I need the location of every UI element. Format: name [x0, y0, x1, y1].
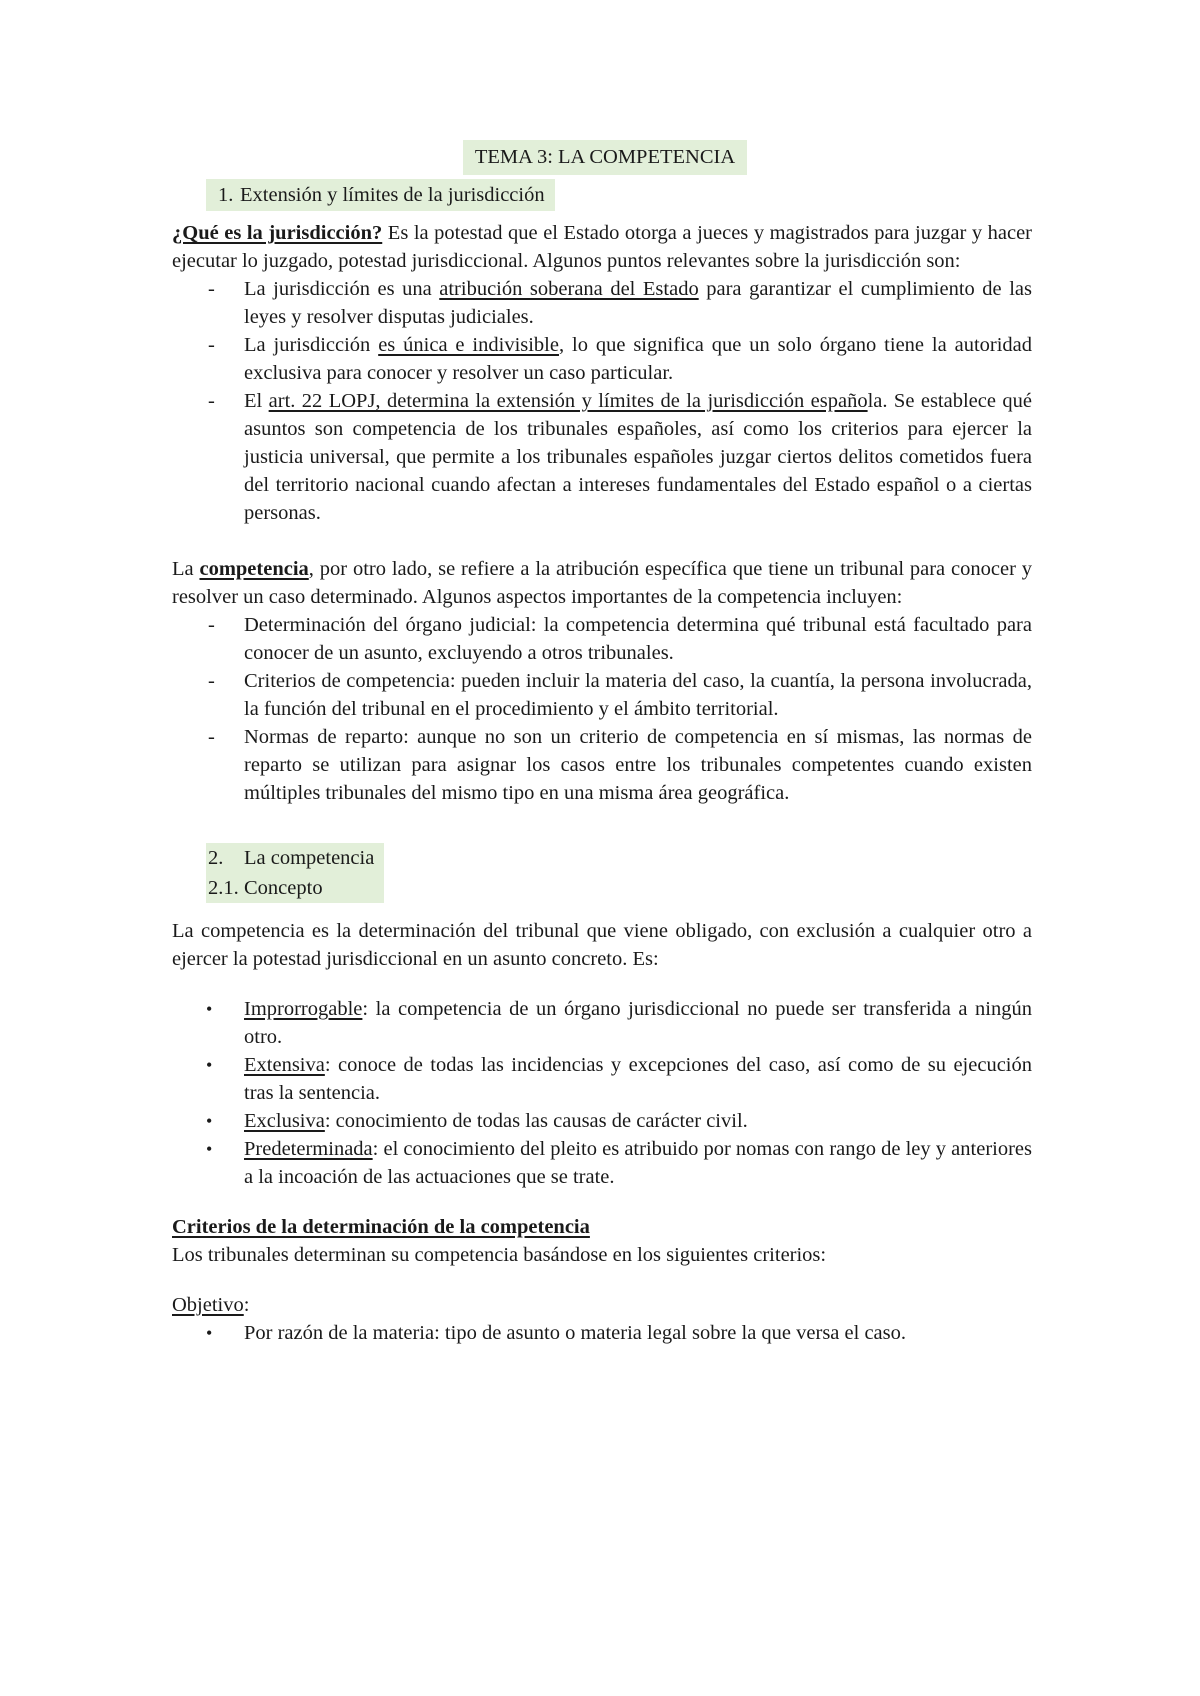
dash-marker: - [208, 278, 215, 300]
dash-marker: - [208, 726, 215, 748]
list-item [172, 1107, 1032, 1135]
document-page [172, 140, 1032, 1347]
concepto-paragraph: La competencia es la determinación del tribunal que viene obligado, con exclusión a cualquier otro a ejercer la potestad jurisdiccional en un asunto concreto. Es: [172, 920, 1032, 970]
list-item [172, 1051, 1032, 1107]
dash-marker: - [208, 334, 215, 356]
list-item [172, 1135, 1032, 1191]
list-item-text: : conocimiento de todas las causas de carácter civil. [324, 1110, 748, 1132]
list-item [172, 1319, 1032, 1347]
paragraph-text: La [172, 558, 200, 580]
list-item-text: Determinación del órgano judicial: la competencia determina qué tribunal está facultado para conocer de un asunto, excluyendo a otros tribunales. [244, 614, 1032, 664]
jurisdiction-list [172, 275, 1032, 527]
list-item-term: Predeterminada [244, 1138, 373, 1160]
document-title: TEMA 3: LA COMPETENCIA [463, 140, 747, 175]
list-item-text: la. Se establece qué asuntos son competencia de los tribunales españoles, así como los criterios para ejercer la justicia universal, que permite a los tribunales españoles juzgar ciertos delitos cometidos fuera del territorio nacional cuando afectan a intereses fundamentales del Estado español o a ciertas personas. [244, 390, 1032, 524]
list-item [172, 331, 1032, 387]
criterios-heading-text: Criterios de la determinación de la competencia [172, 1216, 590, 1238]
criterios-paragraph: Los tribunales determinan su competencia basándose en los siguientes criterios: [172, 1244, 827, 1266]
list-item-text: La jurisdicción es una [244, 278, 440, 300]
objetivo-label [172, 1291, 1032, 1319]
intro-paragraph [172, 219, 1032, 275]
bullet-marker: • [206, 1111, 213, 1131]
list-item-text: : la competencia de un órgano jurisdiccional no puede ser transferida a ningún otro. [244, 998, 1032, 1048]
dash-marker: - [208, 614, 215, 636]
caracteristicas-list [172, 995, 1032, 1191]
criterios-heading [172, 1213, 1032, 1241]
competencia-list [172, 611, 1032, 807]
list-item-text: : el conocimiento del pleito es atribuido por nomas con rango de ley y anteriores a la incoación de las actuaciones que se trate. [244, 1138, 1032, 1188]
list-item-underlined: es única e indivisible [378, 334, 559, 356]
list-item-term: Extensiva [244, 1054, 325, 1076]
objetivo-label-text: Objetivo [172, 1294, 244, 1316]
list-item-text: : conoce de todas las incidencias y excepciones del caso, así como de su ejecución tras la sentencia. [244, 1054, 1032, 1104]
list-item-text: Por razón de la materia: tipo de asunto o materia legal sobre la que versa el caso. [244, 1322, 907, 1344]
intro-text: Es la potestad que el Estado otorga a jueces y magistrados para juzgar y hacer ejecutar lo juzgado, potestad jurisdiccional. Algunos puntos relevantes sobre la jurisdicción son: [172, 222, 1032, 272]
list-item-text: Normas de reparto: aunque no son un criterio de competencia en sí mismas, las normas de reparto se utilizan para asignar los casos entre los tribunales competentes cuando existen múltiples tribunales del mismo tipo en una misma área geográfica. [244, 726, 1032, 804]
bullet-marker: • [206, 1055, 213, 1075]
section-heading-1 [206, 179, 555, 211]
list-item [172, 387, 1032, 527]
list-item-term: Improrrogable [244, 998, 363, 1020]
list-item-text: , lo que significa que un solo órgano tiene la autoridad exclusiva para conocer y resolver un caso particular. [244, 334, 1033, 384]
list-item-underlined: atribución soberana del Estado [439, 278, 699, 300]
objetivo-list [172, 1319, 1032, 1347]
list-item-text: para garantizar el cumplimiento de las leyes y resolver disputas judiciales. [244, 278, 1032, 328]
section-heading-2 [206, 843, 384, 903]
section-number: 1. [218, 184, 234, 206]
list-item-underlined: art. 22 LOPJ, determina la extensión y límites de la jurisdicción españo [268, 390, 868, 412]
bullet-marker: • [206, 999, 213, 1019]
list-item [172, 667, 1032, 723]
section-number: 2. [208, 847, 224, 869]
paragraph-text: , por otro lado, se refiere a la atribución específica que tiene un tribunal para conocer y resolver un caso determinado. Algunos aspectos importantes de la competencia incluyen: [172, 558, 1033, 608]
intro-question: ¿Qué es la jurisdicción? [172, 222, 383, 244]
list-item-text: El [244, 390, 269, 412]
list-item [172, 723, 1032, 807]
objetivo-colon: : [243, 1294, 250, 1316]
subsection-number: 2.1. [208, 877, 239, 899]
competencia-paragraph [172, 555, 1032, 611]
bullet-marker: • [206, 1139, 213, 1159]
list-item [172, 611, 1032, 667]
section-label: Extensión y límites de la jurisdicción [240, 184, 545, 206]
list-item-text: Criterios de competencia: pueden incluir la materia del caso, la cuantía, la persona involucrada, la función del tribunal en el procedimiento y el ámbito territorial. [244, 670, 1032, 720]
section-label: La competencia [244, 847, 375, 869]
subsection-label: Concepto [244, 877, 323, 899]
list-item-term: Exclusiva [244, 1110, 325, 1132]
list-item [172, 995, 1032, 1051]
dash-marker: - [208, 390, 215, 412]
bullet-marker: • [206, 1323, 213, 1343]
list-item-text: La jurisdicción [244, 334, 379, 356]
dash-marker: - [208, 670, 215, 692]
competencia-term: competencia [199, 558, 309, 580]
list-item [172, 275, 1032, 331]
